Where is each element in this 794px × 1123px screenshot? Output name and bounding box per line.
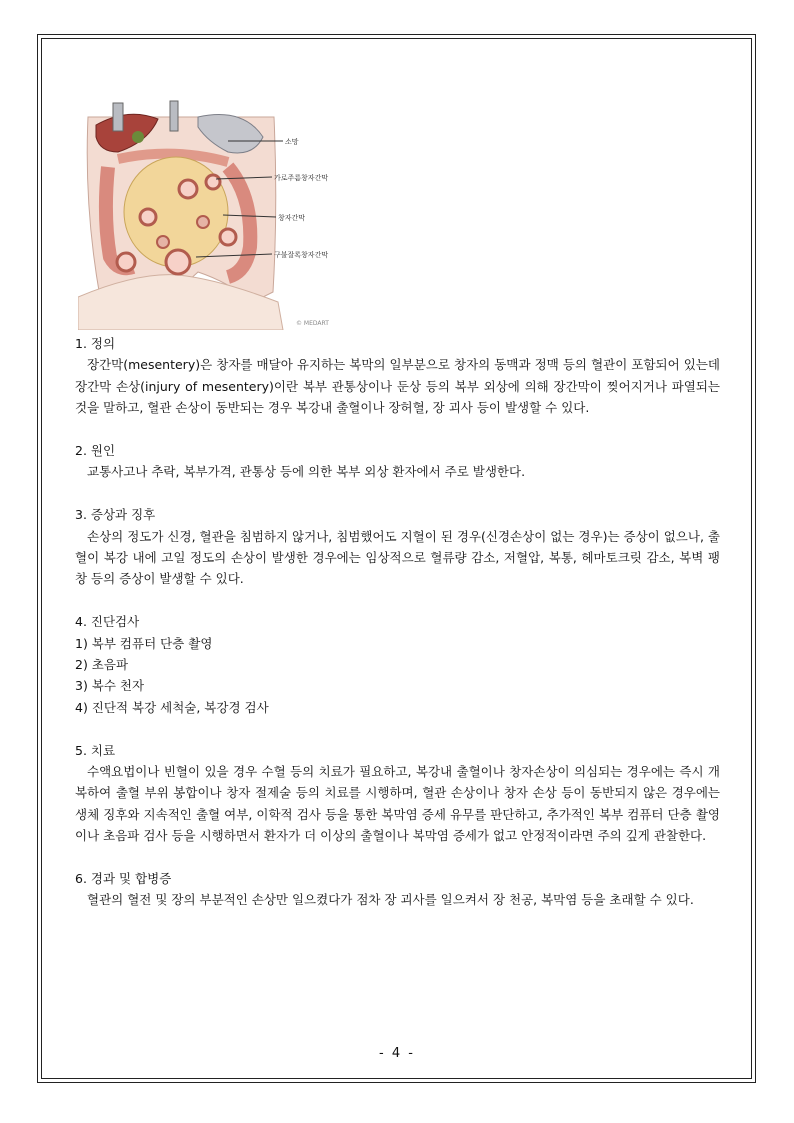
diagnosis-item: 2) 초음파 (75, 657, 129, 673)
section-text-cause: 교통사고나 추락, 복부가격, 관통상 등에 의한 복부 외상 환자에서 주로 발생한다. (87, 464, 526, 480)
section-text-symptoms: 손상의 정도가 신경, 혈관을 침범하지 않거나, 침범했어도 지혈이 된 경우(신경손상이 없는 경우)는 증상이 없으나, 출혈이 복강 내에 고일 정도의 손상이 발생한 경우에는 임상적으로 혈류량 감소, 저혈압, 복통, 헤마토크릿 감소, 복벽 팽창 등의 증상이 발생할 수 있다. (75, 528, 720, 587)
section-title-prognosis: 6. 경과 및 합병증 (75, 871, 172, 887)
section-title-symptoms: 3. 증상과 징후 (75, 507, 156, 523)
diagnosis-item: 1) 복부 컴퓨터 단층 촬영 (75, 635, 213, 651)
label-sigmoid-mesocolon: 구불잘록창자간막 (274, 251, 329, 259)
label-small-omentum: 소망 (285, 138, 299, 146)
figure-watermark: © MEDART (296, 320, 329, 327)
document-body (75, 333, 720, 911)
section-title-definition: 1. 정의 (75, 336, 116, 351)
section-text-definition: 장간막(mesentery)은 창자를 매달아 유지하는 복막의 일부분으로 창자의 동맥과 정맥 등의 혈관이 포함되어 있는데 장간막 손상(injury of mesentery)이란 복부 관통상이나 둔상 등의 복부 외상에 의해 장간막이 찢어지거나 파열되는 것을 말하고, 혈관 손상이 동반되는 경우 복강내 출혈이나 장허혈, 장 괴사 등이 발생할 수 있다. (75, 357, 720, 416)
diagnosis-item: 3) 복수 천자 (75, 678, 145, 694)
section-title-diagnosis: 4. 진단검사 (75, 614, 140, 630)
section-text-treatment: 수액요법이나 빈혈이 있을 경우 수혈 등의 치료가 필요하고, 복강내 출혈이나 창자손상이 의심되는 경우에는 즉시 개복하여 출혈 부위 봉합이나 창자 절제술 등의 치료를 시행하며, 혈관 손상이나 창자 손상 등이 동반되지 않은 경우에는 생체 징후와 지속적인 출혈 여부, 이학적 검사 등을 통한 복막염 증세 유무를 판단하고, 추가적인 복부 컴퓨터 단층 촬영이나 초음파 검사 등을 시행하면서 환자가 더 이상의 출혈이나 복막염 증세가 없고 안정적이라면 주의 깊게 관찰한다. (75, 764, 720, 844)
section-title-cause: 2. 원인 (75, 443, 116, 459)
page-number: - 4 - (379, 1046, 415, 1061)
label-transverse-mesocolon: 가로주름창자간막 (274, 174, 329, 182)
section-text-prognosis: 혈관의 혈전 및 장의 부분적인 손상만 일으켰다가 점차 장 괴사를 일으켜서 장 천공, 복막염 등을 초래할 수 있다. (87, 892, 694, 908)
mesentery-anatomy-figure (78, 97, 352, 330)
label-mesentery: 창자간막 (278, 214, 306, 222)
diagnosis-item: 4) 진단적 복강 세척술, 복강경 검사 (75, 699, 269, 715)
section-title-treatment: 5. 치료 (75, 742, 116, 758)
